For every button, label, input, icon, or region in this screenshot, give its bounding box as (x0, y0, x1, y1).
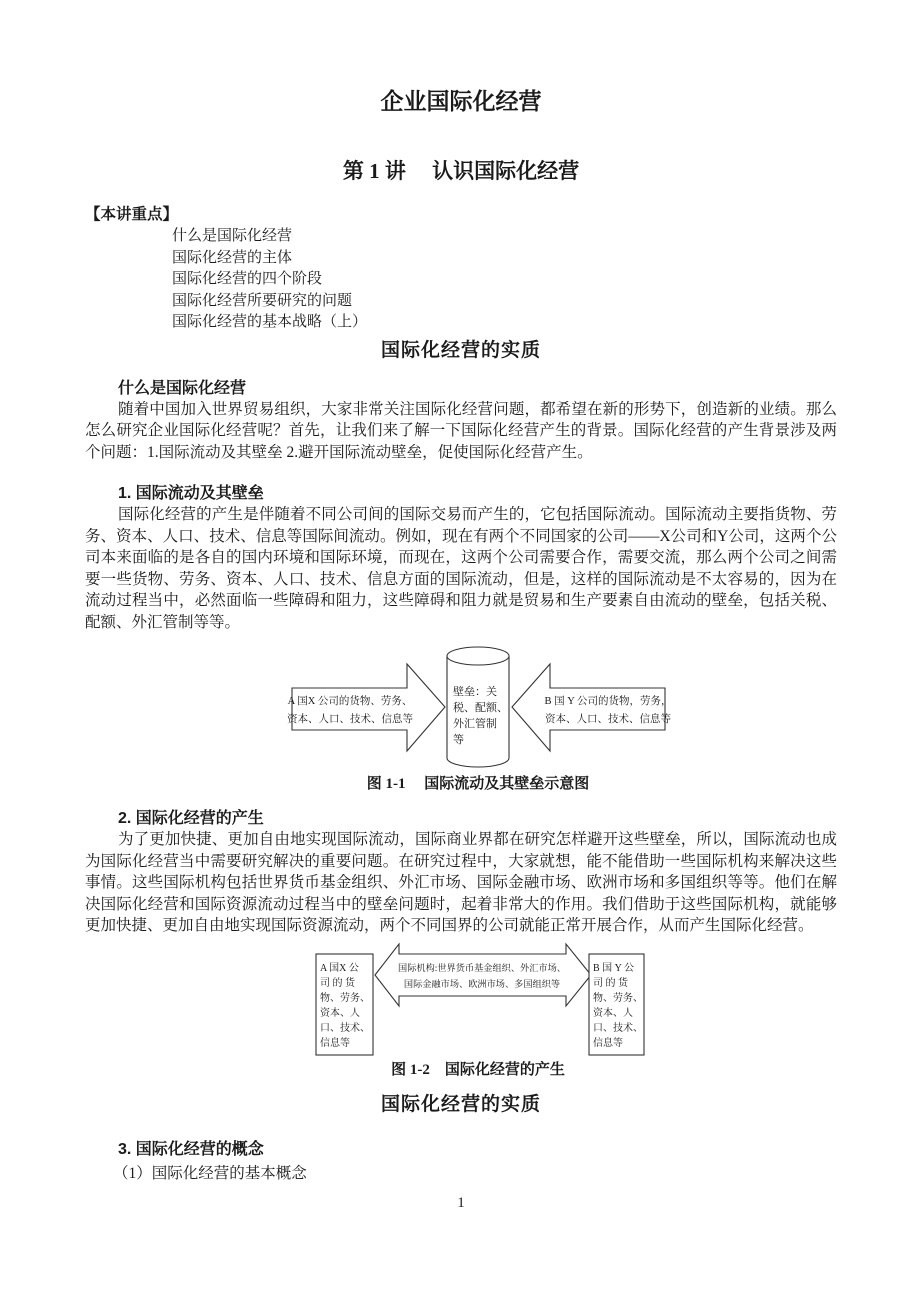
figure-2-left-box-line1: A 国X 公 (320, 962, 359, 974)
figure-1-cylinder-text-line3: 外汇管制 (453, 718, 497, 730)
figure-1-cylinder-text-line4: 等 (453, 734, 464, 746)
figure-2-left-box-line5: 口、技术、 (320, 1022, 370, 1034)
subsection-heading-what-is: 什么是国际化经营 (118, 379, 247, 397)
subsection-heading-flow-barriers: 1. 国际流动及其壁垒 (118, 485, 264, 502)
figure-1-caption: 图 1-1 国际流动及其壁垒示意图 (366, 776, 590, 792)
body-paragraph-flow-barriers: 国际化经营的产生是伴随着不同公司间的国际交易而产生的，它包括国际流动。国际流动主要指货物、劳务、资本、人口、技术、信息等国际间流动。例如，现在有两个不同国家的公司——X公司和Y公司，这两个公司本来面临的是各自的国内环境和国际环境，而现在，这两个公司需要合作，需要交流，那么两个公司之间需要一些货物、劳务、资本、人口、技术、信息方面的国际流动，但是，这样的国际流动是不太容易的，因为在流动过程当中，必然面临一些障碍和阻力，这些障碍和阻力就是贸易和生产要素自由流动的壁垒，包括关税、配额、外汇管制等等。 (85, 506, 837, 631)
lecture-title: 第 1 讲 认识国际化经营 (342, 159, 580, 183)
figure-2-caption: 图 1-2 国际化经营的产生 (391, 1061, 565, 1078)
page-number: 1 (457, 1194, 465, 1211)
figure-1-cylinder-text-line1: 壁垒：关 (453, 686, 497, 698)
subsection-heading-concept: 3. 国际化经营的概念 (118, 1140, 264, 1158)
figure-2-right-box-line6: 信息等 (593, 1037, 623, 1049)
subsection-heading-emergence: 2. 国际化经营的产生 (118, 810, 264, 827)
keypoint-item: 国际化经营的主体 (172, 249, 293, 266)
figure-2 (85, 940, 837, 1080)
figure-1-right-arrow-text-line2: 资本、人口、技术、信息等 (545, 714, 671, 725)
body-paragraph-what-is: 随着中国加入世界贸易组织，大家非常关注国际化经营问题，都希望在新的形势下，创造新的业绩。那么怎么研究企业国际化经营呢？首先，让我们来了解一下国际化经营产生的背景。国际化经营的产生背景涉及两个问题：1.国际流动及其壁垒 2.避开国际流动壁垒，促使国际化经营产生。 (85, 400, 837, 461)
keypoint-item: 国际化经营的四个阶段 (172, 271, 323, 287)
keypoint-item: 国际化经营所要研究的问题 (172, 292, 353, 309)
figure-2-right-box-line4: 资本、人 (593, 1007, 633, 1019)
body-paragraph-emergence: 为了更加快捷、更加自由地实现国际流动，国际商业界都在研究怎样避开这些壁垒，所以，国际流动也成为国际化经营当中需要研究解决的重要问题。在研究过程中，大家就想，能不能借助一些国际机构来解决这些事情。这些国际机构包括世界货币基金组织、外汇市场、国际金融市场、欧洲市场和多国组织等等。他们在解决国际化经营和国际资源流动过程当中的壁垒问题时，起着非常大的作用。我们借助于这些国际机构，就能够更加快捷、更加自由地实现国际资源流动，两个不同国界的公司就能正常开展合作，从而产生国际化经营。 (85, 831, 837, 934)
concept-item-1: （1）国际化经营的基本概念 (113, 1164, 307, 1182)
figure-2-left-box-line2: 司 的 货 (320, 977, 355, 989)
figure-1-cylinder-top (447, 647, 509, 665)
figure-1-cylinder-text-line2: 税、配额、 (453, 702, 508, 714)
keypoints-list (172, 226, 837, 334)
keypoint-item: 什么是国际化经营 (172, 228, 293, 244)
section-heading-essence-1: 国际化经营的实质 (380, 339, 541, 361)
figure-2-double-arrow-shape (375, 944, 591, 1006)
figure-2-right-box-line2: 司 的 货 (593, 977, 628, 989)
figure-1-left-arrow-text-line1: A 国X 公司的货物、劳务、 (287, 696, 413, 707)
figure-2-left-box-line4: 资本、人 (320, 1007, 360, 1019)
figure-2-left-box-line6: 信息等 (320, 1037, 350, 1049)
figure-2-diagram (289, 940, 649, 1060)
figure-1-left-arrow-shape (292, 664, 445, 751)
figure-1-right-arrow-shape (512, 664, 665, 751)
section-heading-essence-2: 国际化经营的实质 (380, 1093, 541, 1115)
keypoints-heading: 【本讲重点】 (85, 206, 179, 223)
figure-1-left-arrow-text-line2: 资本、人口、技术、信息等 (287, 714, 413, 725)
figure-2-arrow-text-line2: 国际金融市场、欧洲市场、多国组织等 (403, 978, 561, 989)
figure-2-arrow-text-line1: 国际机构:世界货币基金组织、外汇市场、 (398, 962, 566, 973)
figure-2-right-box-line1: B 国 Y 公 (593, 962, 635, 974)
figure-1-right-arrow-text-line1: B 国 Y 公司的货物，劳务， (544, 696, 672, 707)
document-title: 企业国际化经营 (380, 89, 542, 114)
figure-1-diagram (272, 639, 672, 774)
figure-2-left-box-line3: 物、劳务、 (320, 992, 370, 1004)
figure-2-right-box-line5: 口、技术、 (593, 1022, 643, 1034)
keypoint-item: 国际化经营的基本战略（上） (172, 314, 368, 330)
figure-2-right-box-line3: 物、劳务、 (593, 992, 643, 1004)
figure-1 (85, 639, 837, 794)
